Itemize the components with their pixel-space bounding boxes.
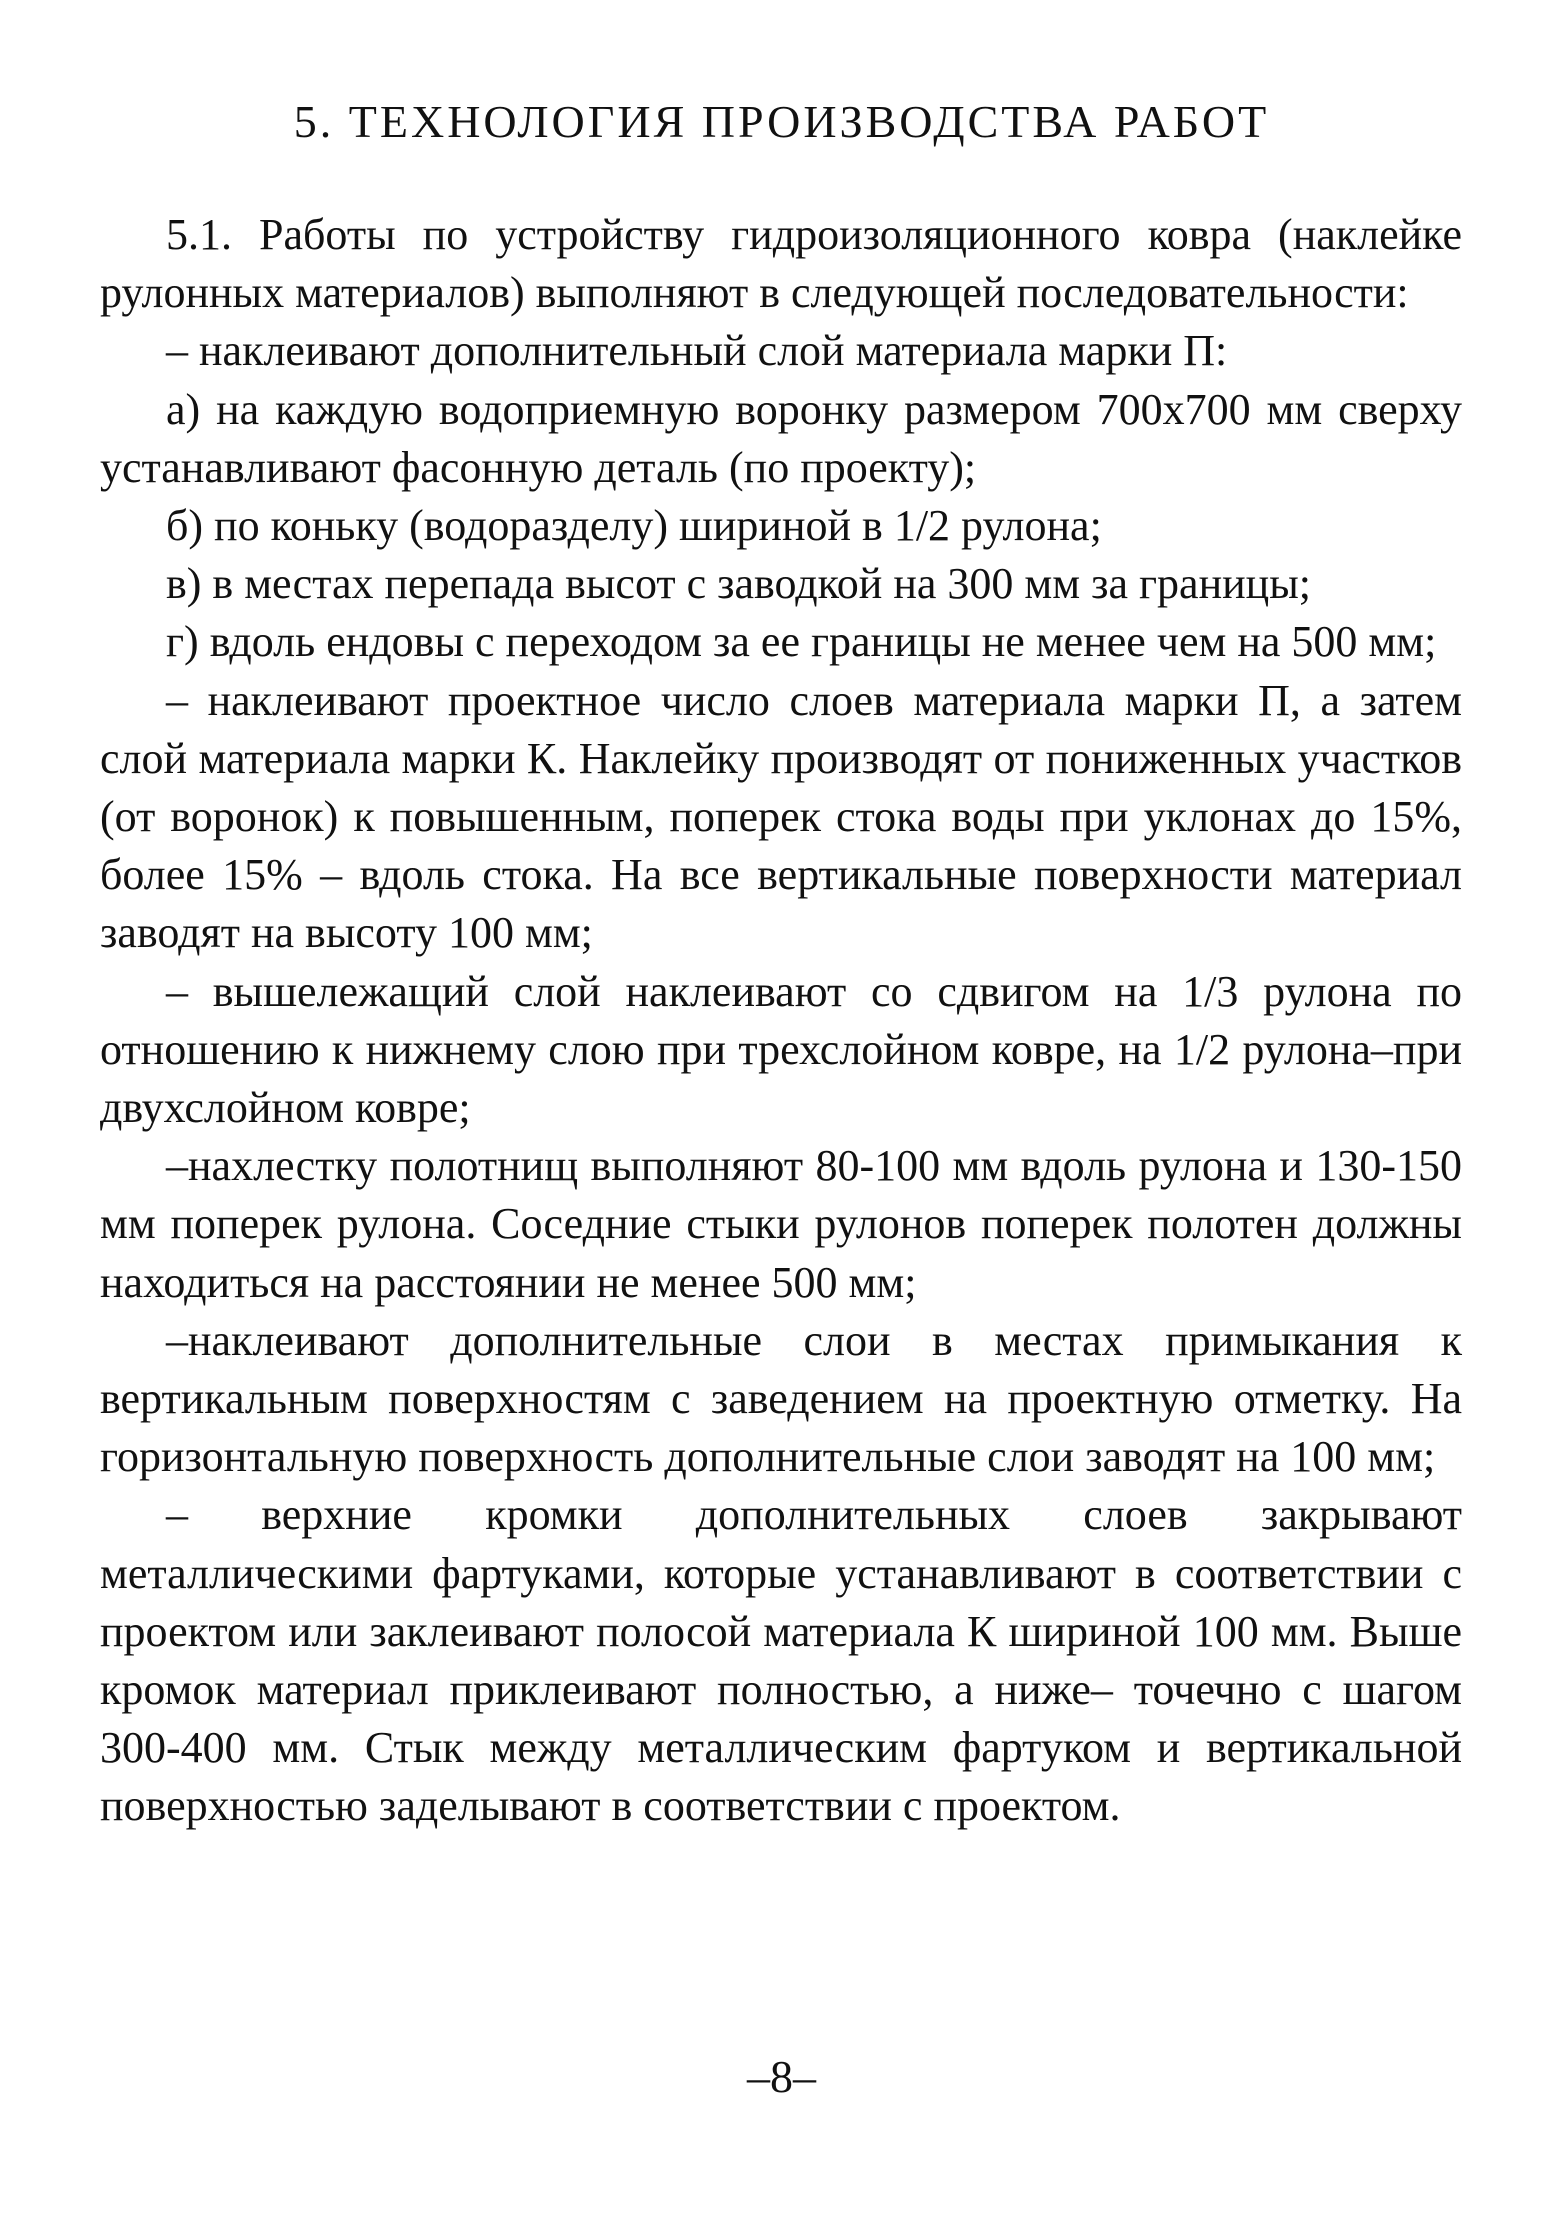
list-item-g: г) вдоль ендовы с переходом за ее границы не менее чем на 500 мм; (166, 617, 1437, 667)
page-number: –8– (747, 2051, 816, 2102)
paragraph-overlap: –нахлестку полотнищ выполняют 80-100 мм вдоль рулона и 130-150 мм поперек рулона. Соседние стыки рулонов поперек полотен должны находиться на расстоянии не менее 500 мм; (100, 1141, 1462, 1307)
list-item-a: а) на каждую водоприемную воронку размером 700х700 мм сверху устанавливают фасонную деталь (по проекту); (100, 384, 1462, 492)
paragraph-intro: 5.1. Работы по устройству гидроизоляционного ковра (наклейке рулонных материалов) выполняют в следующей последовательности: (100, 210, 1462, 318)
paragraph-project-layers: – наклеивают проектное число слоев материала марки П, а затем слой материала марки К. Наклейку производят от пониженных участков (от воронок) к повышенным, поперек стока воды при уклонах до 15%, более 15% – вдоль стока. На все вертикальные поверхности материал заводят на высоту 100 мм; (100, 675, 1462, 958)
paragraph-edges: – верхние кромки дополнительных слоев закрывают металлическими фартуками, которые устанавливают в соответствии с проектом или заклеивают полосой материала К шириной 100 мм. Выше кромок материал приклеивают полностью, а ниже– точечно с шагом 300-400 мм. Стык между металлическим фартуком и вертикальной поверхностью заделывают в соответствии с проектом. (100, 1490, 1462, 1831)
section-body (100, 206, 1462, 1836)
list-item-b: б) по коньку (водоразделу) шириной в 1/2 рулона; (166, 501, 1102, 551)
list-item-v: в) в местах перепада высот с заводкой на 300 мм за границы; (166, 559, 1312, 609)
section-title: 5. ТЕХНОЛОГИЯ ПРОИЗВОДСТВА РАБОТ (293, 96, 1270, 147)
paragraph-additional-layer: – наклеивают дополнительный слой материала марки П: (166, 326, 1228, 376)
paragraph-layer-offset: – вышележащий слой наклеивают со сдвигом на 1/3 рулона по отношению к нижнему слою при трехслойном ковре, на 1/2 рулона–при двухслойном ковре; (100, 966, 1462, 1133)
paragraph-junctions: –наклеивают дополнительные слои в местах примыкания к вертикальным поверхностям с заведением на проектную отметку. На горизонтальную поверхность дополнительные слои заводят на 100 мм; (100, 1315, 1462, 1482)
